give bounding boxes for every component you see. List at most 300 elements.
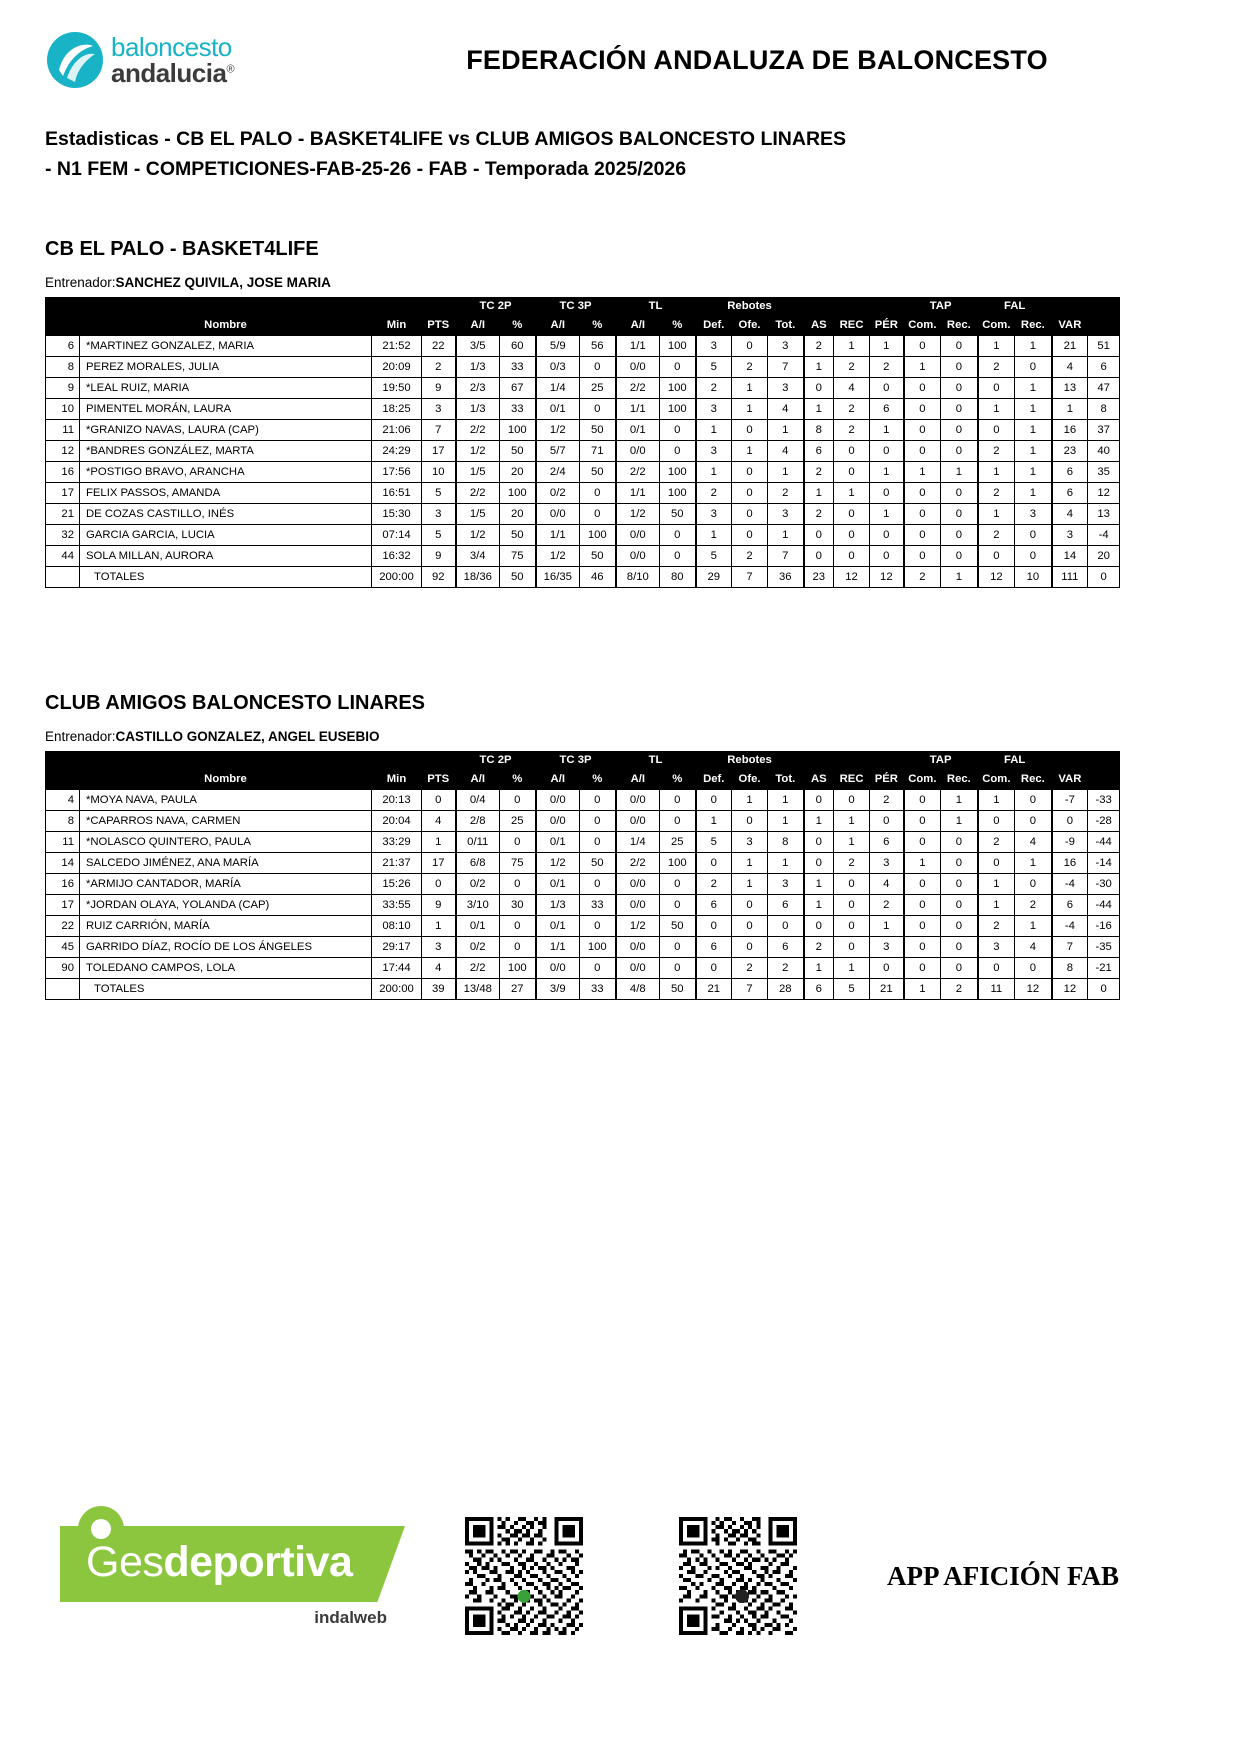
cell-pctlt: 25	[660, 832, 696, 853]
cell-pctlt: 0	[660, 790, 696, 811]
cell-ailt: 0/0	[616, 895, 660, 916]
cell-vv: 47	[1088, 378, 1120, 399]
cell-ai2: 2/2	[456, 483, 500, 504]
cell-vv: 35	[1088, 462, 1120, 483]
cell-ofe: 3	[732, 832, 768, 853]
cell-min: 15:30	[372, 504, 422, 525]
cell-pct2: 0	[500, 916, 536, 937]
cell-pctlt: 100	[660, 378, 696, 399]
table-row-totals	[46, 979, 1120, 1000]
cell-pts: 10	[422, 462, 456, 483]
cell-as: 0	[804, 790, 834, 811]
cell-tcom: 0	[904, 937, 941, 958]
cell-per: 4	[870, 874, 904, 895]
cell-dorsal: 11	[46, 420, 80, 441]
cell-min: 24:29	[372, 441, 422, 462]
logo-line2: andalucia®	[111, 58, 235, 88]
group-fal: FAL	[978, 298, 1052, 314]
cell-tcom: 0	[904, 811, 941, 832]
col-ofe: Ofe.	[732, 768, 768, 790]
cell-rec: 0	[834, 546, 870, 567]
cell-nombre: TOLEDANO CAMPOS, LOLA	[80, 958, 372, 979]
cell-per: 3	[870, 853, 904, 874]
cell-ai3: 1/4	[536, 378, 580, 399]
cell-dorsal: 16	[46, 462, 80, 483]
cell-ofe: 0	[732, 937, 768, 958]
cell-ailt: 0/0	[616, 790, 660, 811]
cell-tot: 2	[768, 958, 804, 979]
cell-fcom: 3	[978, 937, 1015, 958]
table-group-header-row	[46, 752, 1120, 768]
cell-as: 0	[804, 853, 834, 874]
cell-pct3: 71	[580, 441, 616, 462]
group-tl: TL	[616, 752, 696, 768]
cell-ofe: 0	[732, 811, 768, 832]
cell-def: 5	[696, 357, 732, 378]
cell-rec: 0	[834, 916, 870, 937]
cell-ofe: 2	[732, 357, 768, 378]
baloncesto-andalucia-logo-icon	[45, 30, 105, 90]
table-header-row	[46, 768, 1120, 790]
cell-nombre: TOTALES	[80, 567, 372, 588]
cell-ai2: 2/2	[456, 420, 500, 441]
cell-ai3: 2/4	[536, 462, 580, 483]
cell-tcom: 0	[904, 895, 941, 916]
table-row	[46, 811, 1120, 832]
col-pts: PTS	[422, 768, 456, 790]
cell-frec: 1	[1015, 462, 1052, 483]
table-row	[46, 462, 1120, 483]
cell-min: 17:44	[372, 958, 422, 979]
cell-nombre: *ARMIJO CANTADOR, MARÍA	[80, 874, 372, 895]
col-as: AS	[804, 314, 834, 336]
cell-as: 2	[804, 462, 834, 483]
cell-ai3: 0/0	[536, 958, 580, 979]
cell-vv: 6	[1088, 357, 1120, 378]
cell-def: 5	[696, 546, 732, 567]
col-tap-rec: Rec.	[941, 768, 978, 790]
ges-part1: Ges	[86, 1538, 164, 1586]
cell-pctlt: 0	[660, 357, 696, 378]
cell-ai3: 0/0	[536, 790, 580, 811]
cell-ofe: 7	[732, 979, 768, 1000]
cell-per: 0	[870, 811, 904, 832]
federation-title: FEDERACIÓN ANDALUZA DE BALONCESTO	[466, 44, 1048, 75]
cell-tot: 1	[768, 790, 804, 811]
col-min: Min	[372, 314, 422, 336]
cell-var: 16	[1052, 420, 1088, 441]
cell-trec: 0	[941, 832, 978, 853]
cell-nombre: DE COZAS CASTILLO, INÉS	[80, 504, 372, 525]
cell-ai2: 1/5	[456, 504, 500, 525]
cell-tot: 1	[768, 420, 804, 441]
cell-min: 16:32	[372, 546, 422, 567]
cell-frec: 0	[1015, 811, 1052, 832]
cell-pctlt: 0	[660, 441, 696, 462]
cell-min: 20:09	[372, 357, 422, 378]
cell-pct2: 20	[500, 504, 536, 525]
col-var: VAR	[1052, 314, 1088, 336]
cell-frec: 1	[1015, 420, 1052, 441]
page-header	[0, 0, 1239, 90]
cell-min: 21:52	[372, 336, 422, 357]
col-tap-com: Com.	[904, 314, 941, 336]
cell-dorsal	[46, 979, 80, 1000]
table-row	[46, 937, 1120, 958]
cell-as: 0	[804, 378, 834, 399]
cell-trec: 0	[941, 357, 978, 378]
cell-dorsal: 16	[46, 874, 80, 895]
document-title-line1: Estadisticas - CB EL PALO - BASKET4LIFE vs CLUB AMIGOS BALONCESTO LINARES	[45, 128, 847, 150]
coach-name-away: CASTILLO GONZALEZ, ANGEL EUSEBIO	[115, 729, 380, 745]
cell-def: 2	[696, 378, 732, 399]
cell-frec: 4	[1015, 937, 1052, 958]
cell-var: 0	[1052, 811, 1088, 832]
cell-as: 2	[804, 937, 834, 958]
cell-pct3: 0	[580, 811, 616, 832]
fab-logo	[45, 30, 335, 90]
cell-trec: 0	[941, 336, 978, 357]
cell-pct3: 100	[580, 525, 616, 546]
cell-min: 20:04	[372, 811, 422, 832]
cell-tcom: 0	[904, 504, 941, 525]
cell-dorsal: 44	[46, 546, 80, 567]
cell-frec: 1	[1015, 441, 1052, 462]
cell-tot: 7	[768, 546, 804, 567]
cell-tot: 36	[768, 567, 804, 588]
group-tc3p: TC 3P	[536, 752, 616, 768]
stats-table-home	[45, 297, 1120, 588]
document-title-line2: - N1 FEM - COMPETICIONES-FAB-25-26 - FAB - Temporada 2025/2026	[45, 158, 687, 181]
cell-as: 1	[804, 958, 834, 979]
col-tot: Tot.	[768, 768, 804, 790]
cell-var: 6	[1052, 462, 1088, 483]
cell-frec: 0	[1015, 958, 1052, 979]
cell-pctlt: 100	[660, 336, 696, 357]
cell-fcom: 2	[978, 916, 1015, 937]
coach-line-away	[45, 729, 1194, 744]
cell-tcom: 0	[904, 378, 941, 399]
group-blank3	[1052, 298, 1120, 314]
cell-pct2: 0	[500, 937, 536, 958]
col-2p-ai: A/I	[456, 314, 500, 336]
group-tl: TL	[616, 298, 696, 314]
gesdeportiva-logo	[60, 1516, 415, 1636]
page-footer	[0, 1516, 1239, 1636]
cell-var: -9	[1052, 832, 1088, 853]
cell-vv: 8	[1088, 399, 1120, 420]
cell-pct2: 50	[500, 525, 536, 546]
cell-ai2: 1/2	[456, 441, 500, 462]
cell-fcom: 0	[978, 378, 1015, 399]
cell-as: 0	[804, 525, 834, 546]
cell-ofe: 1	[732, 874, 768, 895]
cell-ailt: 0/0	[616, 811, 660, 832]
cell-tot: 7	[768, 357, 804, 378]
cell-ofe: 0	[732, 525, 768, 546]
cell-pts: 0	[422, 790, 456, 811]
cell-frec: 1	[1015, 853, 1052, 874]
cell-as: 0	[804, 916, 834, 937]
cell-min: 29:17	[372, 937, 422, 958]
cell-frec: 2	[1015, 895, 1052, 916]
cell-pts: 2	[422, 357, 456, 378]
cell-vv: 37	[1088, 420, 1120, 441]
cell-nombre: *POSTIGO BRAVO, ARANCHA	[80, 462, 372, 483]
cell-frec: 1	[1015, 916, 1052, 937]
col-fal-com: Com.	[978, 768, 1015, 790]
cell-as: 6	[804, 979, 834, 1000]
cell-pct3: 100	[580, 937, 616, 958]
table-row	[46, 958, 1120, 979]
cell-trec: 0	[941, 483, 978, 504]
cell-min: 21:06	[372, 420, 422, 441]
cell-fcom: 1	[978, 336, 1015, 357]
cell-nombre: PIMENTEL MORÁN, LAURA	[80, 399, 372, 420]
cell-nombre: TOTALES	[80, 979, 372, 1000]
cell-frec: 0	[1015, 874, 1052, 895]
cell-ofe: 1	[732, 441, 768, 462]
group-rebotes: Rebotes	[696, 752, 804, 768]
cell-vv: -33	[1088, 790, 1120, 811]
coach-label-away: Entrenador:	[45, 729, 116, 745]
cell-def: 3	[696, 504, 732, 525]
cell-def: 5	[696, 832, 732, 853]
cell-per: 0	[870, 525, 904, 546]
cell-rec: 0	[834, 525, 870, 546]
cell-rec: 12	[834, 567, 870, 588]
cell-trec: 0	[941, 420, 978, 441]
cell-ai2: 1/5	[456, 462, 500, 483]
cell-frec: 12	[1015, 979, 1052, 1000]
cell-tcom: 1	[904, 979, 941, 1000]
group-fal: FAL	[978, 752, 1052, 768]
table-group-header-row	[46, 298, 1120, 314]
cell-pct3: 50	[580, 462, 616, 483]
cell-ofe: 1	[732, 399, 768, 420]
cell-rec: 2	[834, 357, 870, 378]
table-row	[46, 441, 1120, 462]
cell-tcom: 0	[904, 916, 941, 937]
cell-ofe: 2	[732, 958, 768, 979]
table-row	[46, 504, 1120, 525]
cell-pct2: 20	[500, 462, 536, 483]
cell-var: 6	[1052, 483, 1088, 504]
cell-ai3: 5/7	[536, 441, 580, 462]
cell-pct3: 50	[580, 420, 616, 441]
cell-dorsal: 9	[46, 378, 80, 399]
cell-rec: 0	[834, 790, 870, 811]
cell-ailt: 1/1	[616, 483, 660, 504]
cell-ofe: 0	[732, 916, 768, 937]
col-tap-com: Com.	[904, 768, 941, 790]
cell-pct3: 0	[580, 958, 616, 979]
cell-pctlt: 80	[660, 567, 696, 588]
coach-name-home: SANCHEZ QUIVILA, JOSE MARIA	[115, 275, 331, 291]
cell-trec: 0	[941, 958, 978, 979]
col-dorsal	[46, 314, 80, 336]
cell-tot: 28	[768, 979, 804, 1000]
cell-per: 0	[870, 483, 904, 504]
cell-var: 7	[1052, 937, 1088, 958]
cell-rec: 0	[834, 937, 870, 958]
cell-frec: 0	[1015, 546, 1052, 567]
cell-dorsal: 6	[46, 336, 80, 357]
cell-as: 1	[804, 399, 834, 420]
cell-vv: -4	[1088, 525, 1120, 546]
cell-vv: 51	[1088, 336, 1120, 357]
cell-tot: 0	[768, 916, 804, 937]
cell-pct3: 46	[580, 567, 616, 588]
group-blank	[46, 298, 456, 314]
cell-rec: 5	[834, 979, 870, 1000]
col-pts: PTS	[422, 314, 456, 336]
cell-tot: 3	[768, 874, 804, 895]
col-fal-rec: Rec.	[1015, 768, 1052, 790]
group-blank3	[1052, 752, 1120, 768]
cell-ai2: 1/3	[456, 399, 500, 420]
table-row	[46, 853, 1120, 874]
cell-pct2: 0	[500, 874, 536, 895]
col-fal-com: Com.	[978, 314, 1015, 336]
cell-pts: 3	[422, 399, 456, 420]
cell-nombre: SOLA MILLAN, AURORA	[80, 546, 372, 567]
cell-nombre: *LEAL RUIZ, MARIA	[80, 378, 372, 399]
cell-vv: -44	[1088, 832, 1120, 853]
col-tot: Tot.	[768, 314, 804, 336]
cell-vv: 40	[1088, 441, 1120, 462]
cell-tot: 8	[768, 832, 804, 853]
cell-trec: 0	[941, 504, 978, 525]
cell-pctlt: 50	[660, 504, 696, 525]
table-row	[46, 790, 1120, 811]
cell-ai2: 2/2	[456, 958, 500, 979]
cell-pct2: 60	[500, 336, 536, 357]
cell-pctlt: 100	[660, 483, 696, 504]
cell-pts: 9	[422, 378, 456, 399]
gesdeportiva-circle-inner	[91, 1519, 111, 1539]
col-tl-pct: %	[660, 768, 696, 790]
cell-tcom: 0	[904, 399, 941, 420]
cell-tcom: 0	[904, 483, 941, 504]
cell-pct2: 50	[500, 441, 536, 462]
col-3p-ai: A/I	[536, 768, 580, 790]
cell-min: 200:00	[372, 979, 422, 1000]
cell-ailt: 8/10	[616, 567, 660, 588]
cell-dorsal	[46, 567, 80, 588]
col-dorsal	[46, 768, 80, 790]
cell-pct3: 0	[580, 483, 616, 504]
cell-pct2: 67	[500, 378, 536, 399]
cell-dorsal: 17	[46, 483, 80, 504]
cell-pts: 92	[422, 567, 456, 588]
cell-trec: 0	[941, 853, 978, 874]
gesdeportiva-wordmark	[86, 1538, 352, 1587]
cell-trec: 0	[941, 937, 978, 958]
cell-vv: -30	[1088, 874, 1120, 895]
cell-ailt: 2/2	[616, 378, 660, 399]
cell-vv: -35	[1088, 937, 1120, 958]
cell-pct2: 75	[500, 546, 536, 567]
cell-pct3: 0	[580, 399, 616, 420]
cell-pts: 17	[422, 441, 456, 462]
cell-per: 2	[870, 790, 904, 811]
cell-var: 111	[1052, 567, 1088, 588]
cell-dorsal: 22	[46, 916, 80, 937]
group-rebotes: Rebotes	[696, 298, 804, 314]
cell-fcom: 0	[978, 546, 1015, 567]
cell-ai3: 1/1	[536, 525, 580, 546]
cell-ailt: 0/1	[616, 420, 660, 441]
col-3p-pct: %	[580, 314, 616, 336]
coach-label-home: Entrenador:	[45, 275, 116, 291]
cell-fcom: 11	[978, 979, 1015, 1000]
cell-rec: 2	[834, 420, 870, 441]
cell-per: 1	[870, 504, 904, 525]
group-blank2	[804, 298, 904, 314]
group-tc3p: TC 3P	[536, 298, 616, 314]
cell-fcom: 12	[978, 567, 1015, 588]
cell-as: 2	[804, 336, 834, 357]
col-ofe: Ofe.	[732, 314, 768, 336]
cell-pct3: 50	[580, 546, 616, 567]
cell-var: 6	[1052, 895, 1088, 916]
cell-fcom: 2	[978, 441, 1015, 462]
cell-ai3: 0/0	[536, 811, 580, 832]
cell-tcom: 0	[904, 790, 941, 811]
col-per: PÉR	[870, 768, 904, 790]
cell-frec: 0	[1015, 525, 1052, 546]
cell-ailt: 0/0	[616, 525, 660, 546]
cell-as: 2	[804, 504, 834, 525]
cell-vv: -44	[1088, 895, 1120, 916]
cell-tot: 3	[768, 336, 804, 357]
cell-nombre: *NOLASCO QUINTERO, PAULA	[80, 832, 372, 853]
cell-ofe: 2	[732, 546, 768, 567]
cell-tcom: 0	[904, 525, 941, 546]
cell-ofe: 0	[732, 504, 768, 525]
cell-nombre: RUIZ CARRIÓN, MARÍA	[80, 916, 372, 937]
table-row	[46, 546, 1120, 567]
cell-min: 200:00	[372, 567, 422, 588]
cell-pct2: 30	[500, 895, 536, 916]
table-row	[46, 399, 1120, 420]
cell-pct2: 0	[500, 832, 536, 853]
cell-ailt: 2/2	[616, 462, 660, 483]
cell-nombre: *JORDAN OLAYA, YOLANDA (CAP)	[80, 895, 372, 916]
cell-var: 4	[1052, 504, 1088, 525]
cell-ailt: 1/1	[616, 336, 660, 357]
cell-pct3: 25	[580, 378, 616, 399]
qr-code-2	[679, 1517, 797, 1635]
cell-var: 13	[1052, 378, 1088, 399]
cell-trec: 0	[941, 916, 978, 937]
cell-pts: 4	[422, 811, 456, 832]
cell-pct2: 27	[500, 979, 536, 1000]
cell-ai2: 0/4	[456, 790, 500, 811]
cell-pctlt: 0	[660, 874, 696, 895]
cell-tot: 1	[768, 853, 804, 874]
col-as: AS	[804, 768, 834, 790]
col-2p-pct: %	[500, 314, 536, 336]
cell-var: 21	[1052, 336, 1088, 357]
cell-ai2: 0/1	[456, 916, 500, 937]
cell-rec: 4	[834, 378, 870, 399]
cell-ai2: 0/2	[456, 874, 500, 895]
cell-tcom: 0	[904, 874, 941, 895]
cell-def: 3	[696, 441, 732, 462]
cell-ai3: 0/1	[536, 832, 580, 853]
